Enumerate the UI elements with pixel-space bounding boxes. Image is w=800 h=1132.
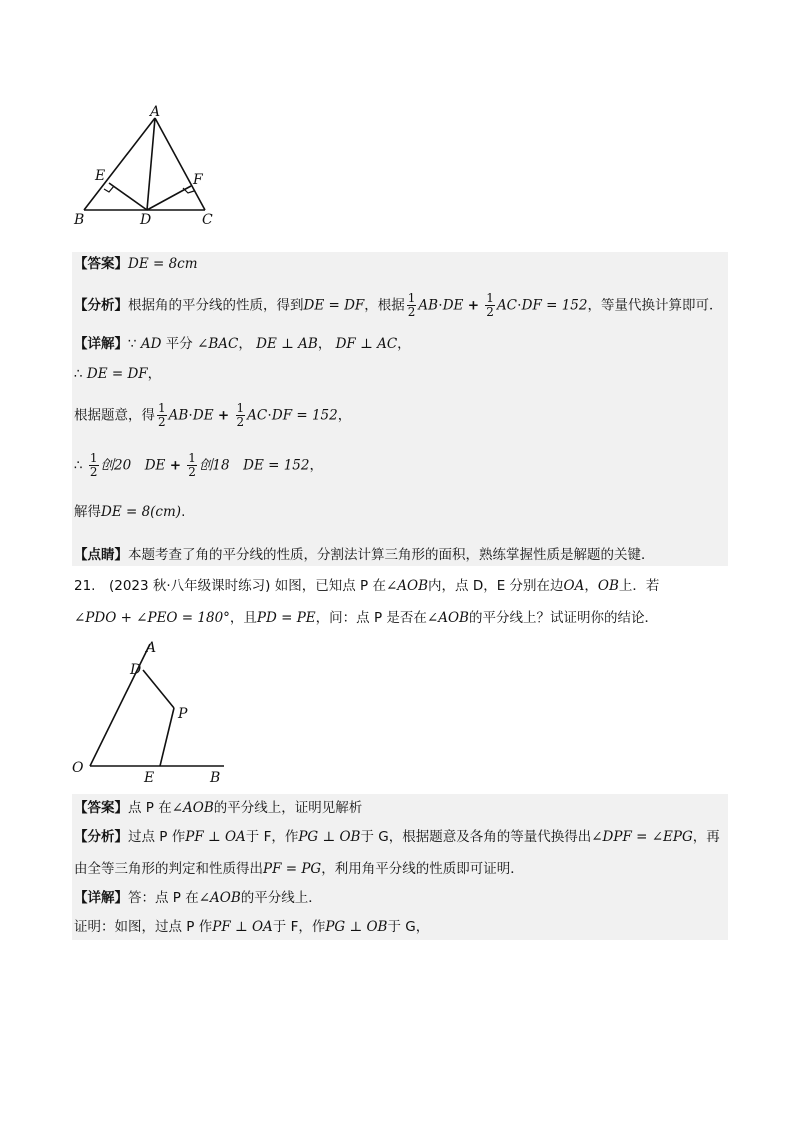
- analysis-tag: 【分析】: [74, 297, 128, 314]
- math-angle-aob: ∠AOB: [426, 610, 469, 626]
- triangle-figure-abc: [70, 100, 230, 230]
- detail-20-line5: [74, 502, 185, 522]
- fraction-half: $\frac{1}{2}$: [188, 451, 196, 479]
- plus-sign: +: [467, 297, 479, 314]
- detail-20-line1: [74, 334, 411, 354]
- question-21-line1: [74, 576, 659, 596]
- analysis-tag: 【分析】: [74, 829, 128, 845]
- math-angle-eq: ∠DPF = ∠EPG: [591, 829, 693, 845]
- fraction-half: $\frac{1}{2}$: [236, 401, 245, 429]
- therefore-symbol: ∴: [74, 366, 83, 382]
- analysis-math1: DE = DF: [303, 297, 365, 314]
- math-pg-perp-ob: PG ⊥ OB: [298, 829, 361, 845]
- label-f: F: [193, 172, 203, 188]
- label-e: E: [95, 168, 106, 184]
- fraction-half: $\frac{1}{2}$: [158, 401, 166, 429]
- label-b: B: [74, 212, 85, 228]
- comma: ，: [337, 407, 352, 424]
- question-text: 内，点 D，E 分别在边: [428, 578, 564, 594]
- analysis-text: 于 G，根据题意及各角的等量代换得出: [360, 829, 592, 845]
- therefore-symbol: ∴: [74, 457, 83, 474]
- label-d: D: [140, 212, 152, 228]
- comma: ，: [147, 366, 162, 382]
- detail-text: 的平分线上．: [240, 890, 322, 906]
- analysis-term1: AB⋅DE: [418, 297, 464, 314]
- comment-text: 本题考查了角的平分线的性质，分割法计算三角形的面积，熟练掌握性质是解题的关键．: [128, 547, 655, 563]
- comment-tag: 【点睛】: [74, 547, 128, 563]
- fraction-half: $\frac{1}{2}$: [89, 451, 98, 479]
- answer-text: 点 P 在: [128, 800, 172, 816]
- answer-text: 的平分线上，证明见解析: [213, 800, 363, 816]
- analysis-text: 过点 P 作: [128, 829, 186, 845]
- math-angle-aob: ∠AOB: [385, 578, 429, 594]
- segment-de: [109, 183, 147, 210]
- segment-dp: [143, 670, 174, 708]
- analysis-text: 于 F，作: [245, 829, 299, 845]
- math-angle-bac: ∠BAC: [197, 336, 239, 352]
- math-pf-perp-oa: PF ⊥ OA: [185, 829, 246, 845]
- question-text: 上．若: [618, 578, 660, 594]
- detail-tag: 【详解】: [74, 336, 128, 352]
- comment-20: [74, 545, 655, 565]
- math-ad: AD: [140, 336, 162, 352]
- analysis-21-line1: [74, 827, 720, 847]
- detail-text: 答：点 P 在: [128, 890, 199, 906]
- math-de-perp-ab: DE ⊥ AB: [256, 336, 318, 352]
- detail-20-line4: [74, 452, 323, 479]
- label-b: B: [210, 770, 221, 786]
- math-df-perp-ac: DF ⊥ AC: [335, 336, 398, 352]
- detail-20-line2: [74, 364, 161, 384]
- math-ob: OB: [597, 578, 619, 594]
- math-pd-eq-pe: PD = PE: [256, 610, 316, 626]
- detail-tag: 【详解】: [74, 890, 128, 906]
- side-ac: [155, 118, 205, 210]
- angle-figure-aob: [66, 636, 246, 788]
- question-21-line2: [74, 608, 658, 628]
- math-de-eq-df: DE = DF: [86, 366, 148, 382]
- math-pg-perp-ob: PG ⊥ OB: [325, 919, 388, 935]
- analysis-20: [74, 292, 723, 319]
- math-pf-perp-oa: PF ⊥ OA: [212, 919, 273, 935]
- plus-sign: +: [217, 407, 230, 424]
- fraction-half: $\frac{1}{2}$: [407, 291, 416, 319]
- math-de-eq-8: DE = 8(cm): [101, 504, 182, 520]
- analysis-text3: ，等量代换计算即可．: [587, 297, 723, 314]
- math-angle-sum: ∠PDO + ∠PEO = 180°: [74, 610, 230, 626]
- because-symbol: ∵: [128, 336, 137, 352]
- comma: ，: [309, 457, 323, 474]
- comma: ，: [397, 336, 411, 352]
- comma: ，: [584, 578, 598, 594]
- analysis-term2: AC⋅DF = 152: [496, 297, 588, 314]
- analysis-text2: ，根据: [364, 297, 405, 314]
- text-by-condition: 根据题意，得: [74, 407, 155, 424]
- analysis-21-line2: [74, 859, 524, 879]
- segment-ad: [147, 118, 155, 210]
- label-p: P: [178, 706, 188, 722]
- answer-20: [74, 254, 198, 274]
- comma: ，: [238, 336, 252, 352]
- label-c: C: [202, 212, 213, 228]
- math-oa: OA: [563, 578, 585, 594]
- analysis-text1: 根据角的平分线的性质，得到: [128, 297, 304, 314]
- analysis-text: ，利用角平分线的性质即可证明．: [321, 861, 524, 877]
- text-bisects: 平分: [165, 336, 193, 352]
- proof-text: 于 G，: [387, 919, 430, 935]
- answer-21: [74, 798, 362, 818]
- proof-text: 证明：如图，过点 P 作: [74, 919, 213, 935]
- label-d: D: [130, 662, 142, 678]
- answer-math: DE = 8cm: [128, 256, 198, 272]
- question-text: ，且: [229, 610, 257, 626]
- proof-text: 于 F，作: [272, 919, 326, 935]
- answer-tag: 【答案】: [74, 256, 128, 272]
- math-pf-eq-pg: PF = PG: [263, 861, 322, 877]
- question-text: 的平分线上？试证明你的结论．: [468, 610, 658, 626]
- answer-tag: 【答案】: [74, 800, 128, 816]
- math-term1: AB⋅DE: [168, 407, 214, 424]
- period: .: [181, 504, 186, 520]
- math-angle-aob: ∠AOB: [171, 800, 214, 816]
- question-text: ，问：点 P 是否在: [315, 610, 427, 626]
- math-angle-aob: ∠AOB: [198, 890, 241, 906]
- plus-sign: +: [169, 457, 181, 474]
- fraction-half: $\frac{1}{2}$: [486, 291, 494, 319]
- segment-pe: [160, 708, 174, 766]
- math-term2: AC⋅DF = 152: [247, 407, 338, 424]
- label-e: E: [144, 770, 155, 786]
- text-solve: 解得: [74, 504, 101, 520]
- label-a: A: [146, 640, 157, 656]
- proof-21: [74, 917, 429, 937]
- math-term1: 创20 DE: [100, 457, 166, 474]
- label-o: O: [72, 760, 84, 776]
- comma: ，: [317, 336, 332, 352]
- analysis-text: ，再: [692, 829, 720, 845]
- detail-20-line3: [74, 402, 351, 429]
- side-ab: [84, 118, 155, 210]
- math-term2: 创18 DE = 152: [198, 457, 310, 474]
- label-a: A: [150, 104, 161, 120]
- right-angle-mark-e: [104, 186, 114, 192]
- detail-21: [74, 888, 322, 908]
- question-text: 21. (2023 秋·八年级课时练习) 如图，已知点 P 在: [74, 578, 386, 594]
- analysis-text: 由全等三角形的判定和性质得出: [74, 861, 263, 877]
